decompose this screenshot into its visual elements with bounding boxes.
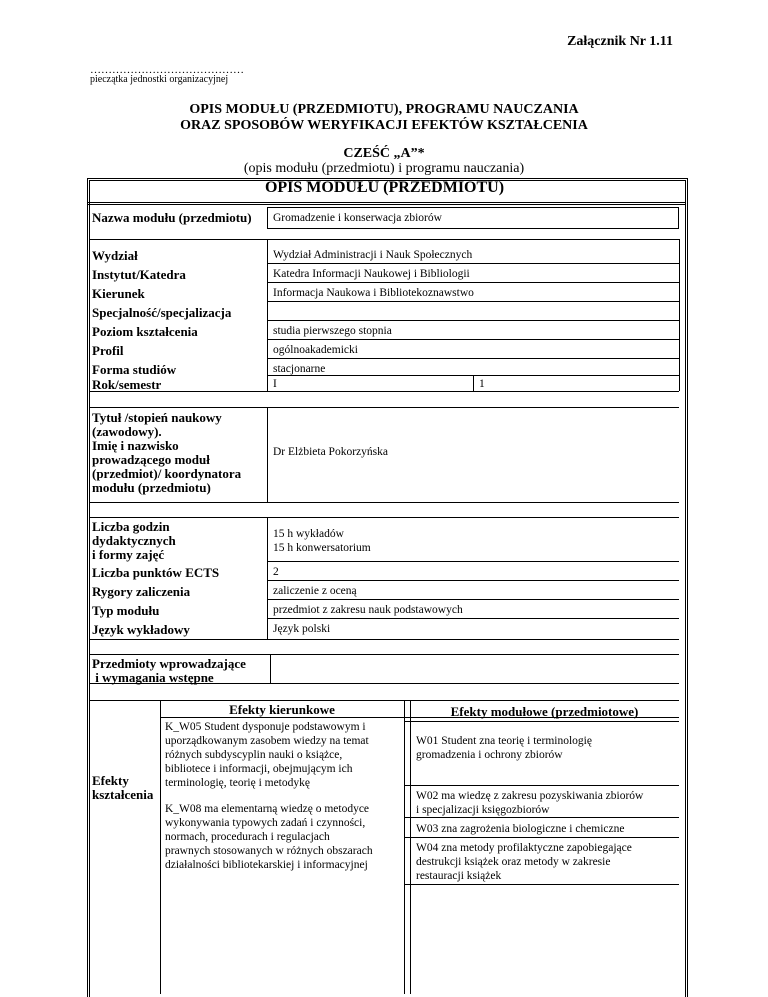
hours-value: 15 h wykładów 15 h konwersatorium	[273, 528, 371, 554]
teacher-label: Tytuł /stopień naukowy (zawodowy). Imię i nazwisko prowadzącego moduł (przedmiot)/ koordynatora modułu (przedmiotu)	[92, 410, 242, 495]
info-right-line	[679, 239, 680, 391]
module-name-value: Gromadzenie i konserwacja zbiorów	[273, 212, 442, 224]
language-label: Język wykładowy	[92, 622, 190, 637]
effects-label: Efekty kształcenia	[92, 773, 154, 802]
info-col-line	[267, 239, 268, 391]
effect-w01: W01 Student zna teorię i terminologię gromadzenia i ochrony zbiorów	[416, 735, 592, 761]
row-line	[267, 320, 679, 321]
module-type-value: przedmiot z zakresu nauk podstawowych	[273, 604, 463, 616]
level-value: studia pierwszego stopnia	[273, 325, 392, 337]
hours-bottom-line	[90, 639, 679, 640]
document-title-line1: OPIS MODUŁU (PRZEDMIOTU), PROGRAMU NAUCZANIA	[189, 102, 579, 117]
year-value: I	[273, 378, 277, 390]
effects-col-line2	[404, 700, 405, 994]
row-line	[267, 282, 679, 283]
effects-col2-header: Efekty modułowe (przedmiotowe)	[450, 704, 639, 719]
effects-col-line3	[410, 700, 411, 994]
part-subtitle: (opis modułu (przedmiotu) i programu nauczania)	[243, 161, 525, 176]
effect-w04: W04 zna metody profilaktyczne zapobiegające destrukcji książek oraz metody w zakresie restauracji książek	[416, 842, 632, 882]
effect-k-w08: K_W08 ma elementarną wiedzę o metodyce wykonywania typowych zadań i czynności, normach, procedurach i regulacjach prawnych stosowanych w różnych obszarach działalności bibliotekarskiej i informacyjnej	[165, 803, 373, 871]
teacher-bottom-line	[90, 502, 679, 503]
institute-value: Katedra Informacji Naukowej i Bibliologii	[273, 268, 470, 280]
level-label: Poziom kształcenia	[92, 324, 198, 339]
hours-label: Liczba godzin dydaktycznych i formy zajęć	[92, 519, 176, 562]
field-of-study-label: Kierunek	[92, 286, 145, 301]
module-name-label: Nazwa modułu (przedmiotu)	[92, 210, 252, 225]
stamp-dots: ……………………………………	[90, 64, 244, 76]
teacher-top-line	[90, 407, 679, 408]
row-line	[267, 580, 679, 581]
year-semester-label: Rok/semestr	[92, 377, 162, 392]
part-title: CZEŚĆ „A”*	[343, 146, 425, 161]
institute-label: Instytut/Katedra	[92, 267, 186, 282]
hours-top-line	[90, 517, 679, 518]
row-line	[267, 599, 679, 600]
row-line	[267, 263, 679, 264]
effects-header-line	[160, 717, 679, 718]
info-top-line	[90, 239, 679, 240]
language-value: Język polski	[273, 623, 331, 635]
effects-top-line	[90, 700, 679, 701]
semester-value: 1	[479, 378, 485, 390]
prereq-top-line	[90, 654, 679, 655]
profile-label: Profil	[92, 343, 124, 358]
field-of-study-value: Informacja Naukowa i Bibliotekoznawstwo	[273, 287, 474, 299]
prereq-col-line	[270, 654, 271, 683]
teacher-value: Dr Elżbieta Pokorzyńska	[273, 446, 388, 458]
row-line	[267, 301, 679, 302]
profile-value: ogólnoakademicki	[273, 344, 358, 356]
effect-k-w05: K_W05 Student dysponuje podstawowym i uporządkowanym zasobem wiedzy na temat różnych subdyscyplin nauki o książce, bibliotece i informacji, obejmującym ich terminologię, teorię i metodykę	[165, 721, 369, 789]
w-divider	[404, 817, 679, 818]
faculty-label: Wydział	[92, 248, 138, 263]
assessment-label: Rygory zaliczenia	[92, 584, 191, 599]
w-divider	[404, 884, 679, 885]
module-type-label: Typ modułu	[92, 603, 160, 618]
row-line	[267, 561, 679, 562]
info-bottom-line	[90, 391, 679, 392]
prereq-bottom-line	[90, 683, 679, 684]
effects-col1-header: Efekty kierunkowe	[229, 702, 335, 717]
prereq-label: Przedmioty wprowadzające i wymagania wstępne	[92, 656, 246, 685]
study-form-value: stacjonarne	[273, 363, 326, 375]
w-divider	[404, 837, 679, 838]
row-line	[267, 618, 679, 619]
study-form-label: Forma studiów	[92, 362, 177, 377]
effects-col-line1	[160, 700, 161, 994]
hours-col-line	[267, 517, 268, 639]
specialization-label: Specjalność/specjalizacja	[92, 305, 232, 320]
document-title-line2: ORAZ SPOSOBÓW WERYFIKACJI EFEKTÓW KSZTAŁCENIA	[180, 118, 588, 133]
row-line	[267, 339, 679, 340]
ects-value: 2	[273, 566, 279, 578]
heading-divider	[87, 202, 685, 205]
effect-w02: W02 ma wiedzę z zakresu pozyskiwania zbiorów i specjalizacji księgozbiorów	[416, 790, 644, 816]
year-semester-divider	[473, 375, 474, 391]
w-divider	[404, 785, 679, 786]
stamp-label: pieczątka jednostki organizacyjnej	[90, 74, 229, 85]
form-heading: OPIS MODUŁU (PRZEDMIOTU)	[264, 179, 505, 196]
ects-label: Liczba punktów ECTS	[92, 565, 220, 580]
faculty-value: Wydział Administracji i Nauk Społecznych	[273, 249, 473, 261]
effects-header-line2	[404, 721, 679, 722]
assessment-value: zaliczenie z oceną	[273, 585, 357, 597]
row-line	[267, 358, 679, 359]
attachment-number: Załącznik Nr 1.11	[567, 34, 673, 49]
effect-w03: W03 zna zagrożenia biologiczne i chemiczne	[416, 823, 625, 835]
teacher-col-line	[267, 407, 268, 502]
